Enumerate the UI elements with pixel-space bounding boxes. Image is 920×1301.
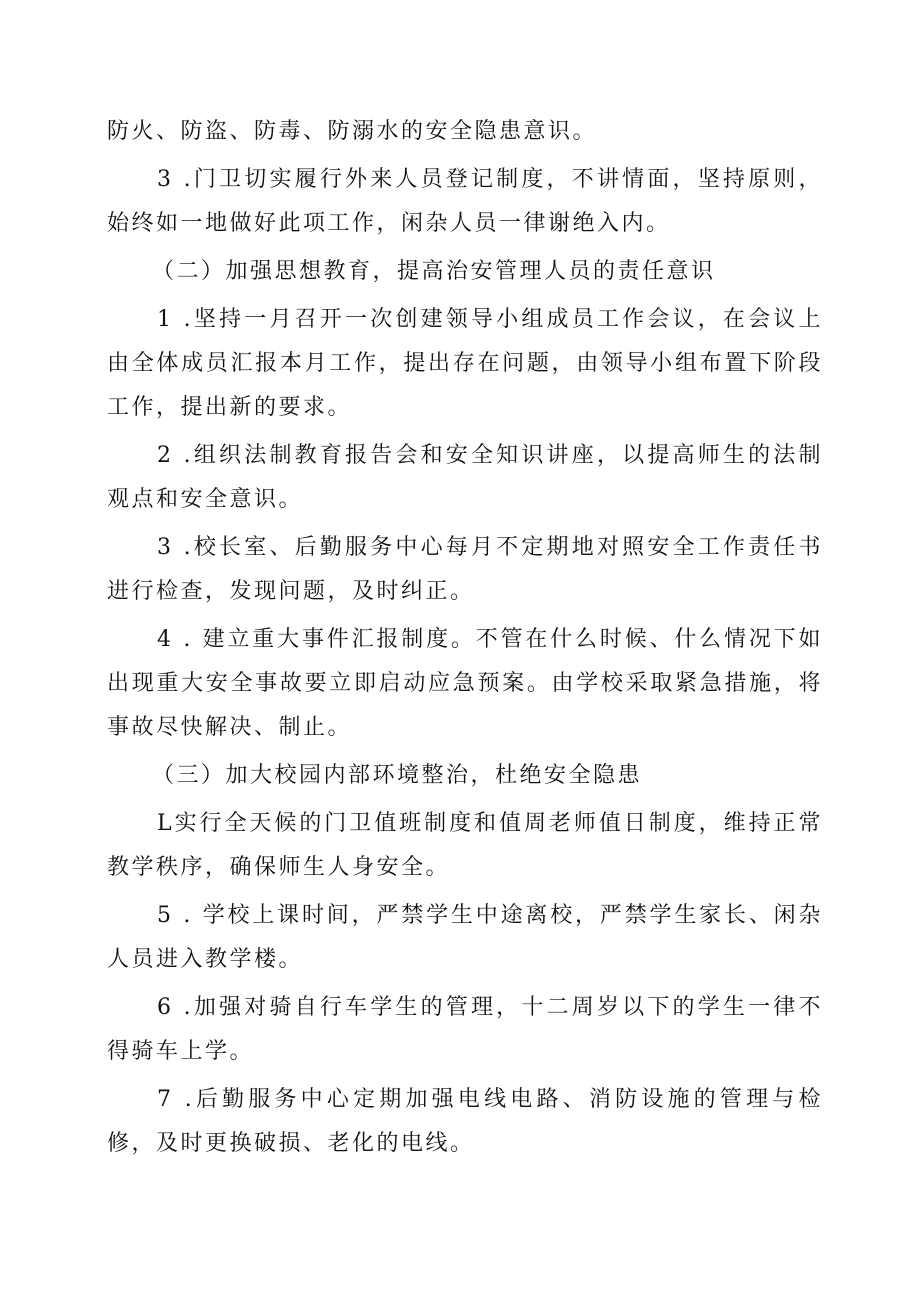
section-heading-2: （二）加强思想教育，提高治安管理人员的责任意识 [152, 259, 716, 284]
paragraph-item-1-monthly-meeting: 1 .坚持一月召开一次创建领导小组成员工作会议，在会议上由全体成员汇报本月工作，提出存在问题，由领导小组布置下阶段工作，提出新的要求。 [107, 307, 823, 420]
paragraph-continuation: 防火、防盗、防毒、防溺水的安全隐患意识。 [107, 119, 598, 144]
paragraph-item-2-legal-education: 2 .组织法制教育报告会和安全知识讲座，以提高师生的法制观点和安全意识。 [107, 443, 823, 512]
section-heading-3: （三）加大校园内部环境整治，杜绝安全隐患 [152, 763, 643, 788]
paragraph-item-6-bicycle: 6 .加强对骑自行车学生的管理，十二周岁以下的学生一律不得骑车上学。 [107, 995, 823, 1064]
paragraph-item-3-gate-registration: 3 .门卫切实履行外来人员登记制度，不讲情面，坚持原则，始终如一地做好此项工作，闲杂人员一律谢绝入内。 [107, 167, 823, 236]
paragraph-item-5-class-time: 5 . 学校上课时间，严禁学生中途离校，严禁学生家长、闲杂人员进入教学楼。 [107, 903, 823, 972]
paragraph-item-4-incident-reporting: 4 . 建立重大事件汇报制度。不管在什么时候、什么情况下如出现重大安全事故要立即启动应急预案。由学校采取紧急措施，将事故尽快解决、制止。 [107, 627, 823, 740]
paragraph-item-7-electrical: 7 .后勤服务中心定期加强电线电路、消防设施的管理与检修，及时更换破损、老化的电线。 [107, 1087, 823, 1156]
paragraph-item-3-inspection: 3 .校长室、后勤服务中心每月不定期地对照安全工作责任书进行检查，发现问题，及时纠正。 [107, 535, 823, 604]
document-body [107, 110, 823, 1170]
paragraph-item-duty-system: L实行全天候的门卫值班制度和值周老师值日制度，维持正常教学秩序，确保师生人身安全。 [107, 811, 823, 880]
